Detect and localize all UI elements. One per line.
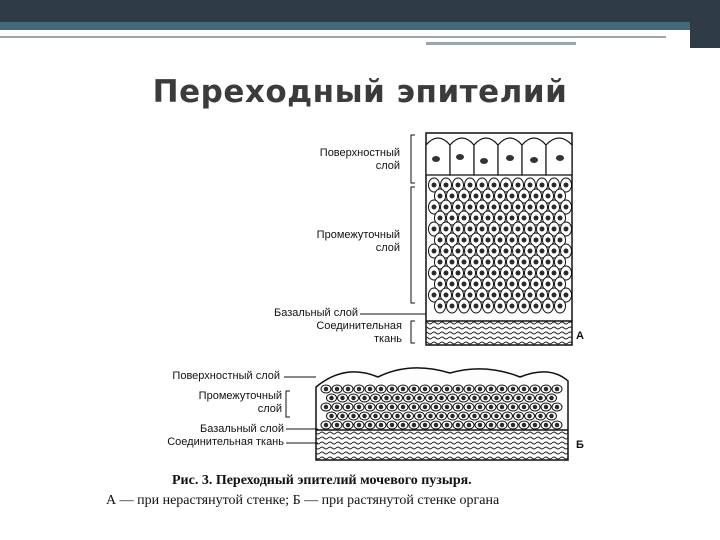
panel-b-nucleus bbox=[324, 423, 329, 428]
panel-a-nucleus bbox=[498, 194, 503, 199]
panel-b-nucleus bbox=[329, 414, 334, 419]
panel-a-nucleus bbox=[438, 304, 443, 309]
slide-title: Переходный эпителий bbox=[152, 74, 568, 110]
panel-b-nucleus bbox=[456, 405, 461, 410]
panel-a-nucleus bbox=[456, 183, 461, 188]
panel-a-nucleus bbox=[444, 205, 449, 210]
panel-a-nucleus bbox=[564, 293, 569, 298]
panel-a-nucleus bbox=[540, 227, 545, 232]
panel-b-nucleus bbox=[505, 414, 510, 419]
panel-a-nucleus bbox=[486, 216, 491, 221]
label-a-surface-2: слой bbox=[375, 160, 400, 172]
figure bbox=[106, 125, 600, 520]
panel-a-nucleus bbox=[456, 227, 461, 232]
panel-a-nucleus bbox=[438, 260, 443, 265]
panel-a-letter: А bbox=[576, 330, 584, 342]
panel-a-nucleus bbox=[492, 205, 497, 210]
label-a-surface-1: Поверхностный bbox=[319, 147, 400, 159]
panel-a-nucleus bbox=[468, 227, 473, 232]
header-accent bbox=[0, 22, 700, 30]
panel-a-nucleus bbox=[456, 205, 461, 210]
panel-b-nucleus bbox=[368, 405, 373, 410]
panel-a-nucleus bbox=[432, 205, 437, 210]
panel-b-nucleus bbox=[489, 387, 494, 392]
panel-b-nucleus bbox=[395, 396, 400, 401]
label-b-connective: Соединительная ткань bbox=[167, 436, 284, 448]
panel-b-nucleus bbox=[390, 405, 395, 410]
panel-b-nucleus bbox=[324, 405, 329, 410]
panel-a-nucleus bbox=[480, 271, 485, 276]
panel-b-nucleus bbox=[335, 423, 340, 428]
panel-a-nucleus bbox=[528, 249, 533, 254]
panel-a-nucleus bbox=[498, 216, 503, 221]
panel-b-nucleus bbox=[555, 423, 560, 428]
panel-a-tissue bbox=[426, 133, 572, 345]
panel-b-nucleus bbox=[428, 414, 433, 419]
panel-b-nucleus bbox=[538, 414, 543, 419]
panel-a-nucleus bbox=[450, 194, 455, 199]
panel-b-nucleus bbox=[511, 405, 516, 410]
panel-a-nucleus bbox=[480, 205, 485, 210]
panel-b-nucleus bbox=[544, 387, 549, 392]
panel-a-nucleus bbox=[504, 271, 509, 276]
panel-b-nucleus bbox=[368, 387, 373, 392]
panel-b-nucleus bbox=[555, 387, 560, 392]
panel-a-nucleus bbox=[528, 271, 533, 276]
panel-a-surface-cells bbox=[426, 138, 572, 175]
panel-a-nucleus bbox=[432, 249, 437, 254]
panel-b-nucleus bbox=[445, 423, 450, 428]
panel-b-nucleus bbox=[538, 396, 543, 401]
panel-a-nucleus bbox=[522, 238, 527, 243]
panel-a-nucleus bbox=[534, 260, 539, 265]
panel-b-nucleus bbox=[445, 387, 450, 392]
panel-b-tissue bbox=[316, 368, 568, 460]
panel-b-nucleus bbox=[522, 405, 527, 410]
panel-a-nucleus bbox=[516, 293, 521, 298]
panel-a-nucleus bbox=[558, 260, 563, 265]
panel-b-nucleus bbox=[450, 396, 455, 401]
panel-b-nucleus bbox=[324, 387, 329, 392]
panel-a-nucleus bbox=[492, 183, 497, 188]
panel-b-nucleus bbox=[379, 423, 384, 428]
panel-a-nucleus bbox=[450, 260, 455, 265]
panel-a-nucleus bbox=[546, 194, 551, 199]
panel-b-nucleus bbox=[423, 387, 428, 392]
panel-a-nucleus bbox=[534, 238, 539, 243]
panel-b-nucleus bbox=[434, 405, 439, 410]
panel-a-nucleus bbox=[450, 216, 455, 221]
label-a-connective-2: ткань bbox=[373, 333, 402, 345]
panel-b-nucleus bbox=[412, 405, 417, 410]
panel-a-nucleus bbox=[462, 282, 467, 287]
panel-b-nucleus bbox=[549, 396, 554, 401]
panel-a-nucleus bbox=[552, 227, 557, 232]
panel-a-nucleus bbox=[432, 227, 437, 232]
panel-b-nucleus bbox=[544, 405, 549, 410]
panel-a-nucleus bbox=[564, 249, 569, 254]
panel-a-nucleus bbox=[486, 260, 491, 265]
label-b-basal: Базальный слой bbox=[199, 423, 284, 435]
panel-b-nucleus bbox=[346, 423, 351, 428]
panel-b-nucleus bbox=[379, 387, 384, 392]
panel-a-nucleus bbox=[510, 282, 515, 287]
panel-a-nucleus bbox=[486, 304, 491, 309]
panel-b-nucleus bbox=[412, 387, 417, 392]
panel-b-nucleus bbox=[395, 414, 400, 419]
panel-a-nucleus bbox=[546, 238, 551, 243]
panel-a-nucleus bbox=[462, 304, 467, 309]
panel-b-nucleus bbox=[362, 396, 367, 401]
panel-a-nucleus bbox=[492, 271, 497, 276]
caption-body: А — при нерастянутой стенке; Б — при растянутой стенке органа bbox=[106, 493, 500, 508]
panel-a-nucleus bbox=[552, 249, 557, 254]
panel-b-nucleus bbox=[472, 396, 477, 401]
label-a-intermediate-2: слой bbox=[375, 242, 400, 254]
panel-b-nucleus bbox=[549, 414, 554, 419]
panel-a-nucleus bbox=[444, 227, 449, 232]
panel-a-nucleus bbox=[492, 293, 497, 298]
panel-a-nucleus bbox=[504, 293, 509, 298]
panel-a-nucleus bbox=[516, 227, 521, 232]
panel-b-nucleus bbox=[533, 423, 538, 428]
panel-a-nucleus bbox=[432, 271, 437, 276]
panel-b-nucleus bbox=[373, 396, 378, 401]
panel-a-nucleus bbox=[510, 304, 515, 309]
panel-b-nucleus bbox=[340, 414, 345, 419]
panel-b-pointers bbox=[284, 377, 318, 443]
panel-a-nucleus bbox=[564, 205, 569, 210]
panel-b-nucleus bbox=[483, 414, 488, 419]
panel-b-nucleus bbox=[544, 423, 549, 428]
panel-b-nucleus bbox=[434, 423, 439, 428]
panel-b-nucleus bbox=[456, 423, 461, 428]
panel-a-nucleus bbox=[522, 282, 527, 287]
panel-a-nucleus bbox=[498, 260, 503, 265]
panel-a-nucleus bbox=[480, 249, 485, 254]
panel-a-nucleus bbox=[558, 238, 563, 243]
panel-a-nucleus bbox=[534, 304, 539, 309]
panel-b-nucleus bbox=[340, 396, 345, 401]
panel-a-brackets bbox=[360, 135, 430, 343]
panel-a-nucleus bbox=[444, 183, 449, 188]
panel-b-nucleus bbox=[346, 405, 351, 410]
panel-b-nucleus bbox=[412, 423, 417, 428]
panel-a-nucleus bbox=[468, 205, 473, 210]
panel-a-nucleus bbox=[468, 183, 473, 188]
panel-a-nucleus bbox=[540, 249, 545, 254]
panel-b-nucleus bbox=[456, 387, 461, 392]
panel-a-nucleus bbox=[438, 216, 443, 221]
panel-a-nucleus bbox=[546, 216, 551, 221]
panel-a-nucleus bbox=[528, 293, 533, 298]
panel-a-nucleus bbox=[474, 194, 479, 199]
panel-b-nucleus bbox=[500, 405, 505, 410]
panel-a-nucleus bbox=[546, 282, 551, 287]
panel-b-nucleus bbox=[505, 396, 510, 401]
panel-a-nucleus bbox=[522, 216, 527, 221]
panel-a-nucleus bbox=[558, 282, 563, 287]
panel-b-nucleus bbox=[489, 405, 494, 410]
panel-b-nucleus bbox=[494, 396, 499, 401]
panel-b-nucleus bbox=[390, 387, 395, 392]
panel-b-nucleus bbox=[417, 414, 422, 419]
panel-b-nucleus bbox=[406, 396, 411, 401]
panel-a-nucleus bbox=[522, 260, 527, 265]
panel-a-nucleus bbox=[450, 238, 455, 243]
panel-b-nucleus bbox=[516, 396, 521, 401]
header-rule bbox=[0, 36, 666, 38]
panel-b-nucleus bbox=[445, 405, 450, 410]
panel-a-nucleus bbox=[480, 227, 485, 232]
panel-a-nucleus bbox=[432, 293, 437, 298]
panel-a-nucleus bbox=[516, 249, 521, 254]
panel-b-nucleus bbox=[346, 387, 351, 392]
panel-a-nucleus bbox=[444, 271, 449, 276]
panel-b-nucleus bbox=[489, 423, 494, 428]
panel-a-nucleus bbox=[444, 293, 449, 298]
panel-a-nucleus bbox=[552, 205, 557, 210]
panel-a-nucleus bbox=[552, 293, 557, 298]
panel-a-nucleus bbox=[438, 194, 443, 199]
panel-b-nucleus bbox=[500, 387, 505, 392]
panel-a-nucleus bbox=[438, 282, 443, 287]
panel-b-nucleus bbox=[500, 423, 505, 428]
panel-a-nucleus bbox=[558, 304, 563, 309]
panel-a-nucleus bbox=[522, 304, 527, 309]
panel-b-nucleus bbox=[483, 396, 488, 401]
panel-a-nucleus bbox=[498, 282, 503, 287]
panel-b-nucleus bbox=[423, 405, 428, 410]
panel-b-nucleus bbox=[516, 414, 521, 419]
panel-b-nucleus bbox=[450, 414, 455, 419]
panel-b-nucleus bbox=[533, 387, 538, 392]
panel-a-nucleus bbox=[558, 216, 563, 221]
panel-a-nucleus bbox=[516, 205, 521, 210]
panel-a-nucleus bbox=[480, 183, 485, 188]
panel-a-nucleus bbox=[534, 194, 539, 199]
panel-b-nucleus bbox=[362, 414, 367, 419]
panel-a-nucleus bbox=[510, 238, 515, 243]
panel-a-nucleus bbox=[522, 194, 527, 199]
panel-a-nucleus bbox=[492, 249, 497, 254]
panel-b-nucleus bbox=[522, 423, 527, 428]
panel-a-nucleus bbox=[456, 249, 461, 254]
panel-a-connective bbox=[426, 321, 572, 345]
panel-a-nucleus bbox=[486, 238, 491, 243]
panel-a-nucleus bbox=[528, 227, 533, 232]
panel-a-nucleus bbox=[516, 183, 521, 188]
header-corner bbox=[690, 0, 720, 48]
panel-a-nucleus bbox=[474, 282, 479, 287]
label-a-connective-1: Соединительная bbox=[316, 320, 402, 332]
panel-a-nucleus bbox=[450, 282, 455, 287]
panel-b-nucleus bbox=[467, 405, 472, 410]
header-rule-short bbox=[426, 42, 576, 45]
panel-a-nucleus bbox=[564, 227, 569, 232]
panel-b-nucleus bbox=[417, 396, 422, 401]
panel-a-nucleus bbox=[468, 271, 473, 276]
panel-b-nucleus bbox=[406, 414, 411, 419]
panel-b-nucleus bbox=[478, 405, 483, 410]
panel-b-nucleus bbox=[384, 396, 389, 401]
panel-a-nucleus bbox=[474, 238, 479, 243]
panel-b-nucleus bbox=[555, 405, 560, 410]
panel-a-nucleus bbox=[534, 216, 539, 221]
panel-a-nucleus bbox=[510, 260, 515, 265]
panel-a-nucleus bbox=[546, 260, 551, 265]
caption-title: Рис. 3. Переходный эпителий мочевого пузыря. bbox=[172, 473, 472, 488]
panel-a-nucleus bbox=[474, 216, 479, 221]
panel-b-nucleus bbox=[478, 387, 483, 392]
panel-b-nucleus bbox=[472, 414, 477, 419]
panel-b-nucleus bbox=[511, 387, 516, 392]
label-b-intermediate-1: Промежуточный bbox=[198, 390, 282, 402]
panel-a-nucleus bbox=[558, 194, 563, 199]
panel-b-nucleus bbox=[401, 405, 406, 410]
panel-a-nucleus bbox=[438, 238, 443, 243]
panel-a-nucleus bbox=[462, 260, 467, 265]
panel-b-nucleus bbox=[373, 414, 378, 419]
panel-a-nucleus bbox=[456, 271, 461, 276]
panel-b-nucleus bbox=[329, 396, 334, 401]
panel-a-nucleus bbox=[516, 271, 521, 276]
panel-b-nucleus bbox=[494, 414, 499, 419]
panel-b-nucleus bbox=[527, 396, 532, 401]
panel-b-nucleus bbox=[478, 423, 483, 428]
panel-b-nucleus bbox=[423, 423, 428, 428]
label-b-surface: Поверхностный слой bbox=[172, 370, 280, 382]
panel-a-nucleus bbox=[432, 183, 437, 188]
panel-b-nucleus bbox=[428, 396, 433, 401]
panel-b-nucleus bbox=[467, 423, 472, 428]
panel-a-nucleus bbox=[510, 216, 515, 221]
panel-b-nucleus bbox=[357, 387, 362, 392]
panel-a-nucleus bbox=[450, 304, 455, 309]
panel-a-nucleus bbox=[504, 183, 509, 188]
panel-a-nucleus bbox=[528, 205, 533, 210]
panel-b-nucleus bbox=[434, 387, 439, 392]
panel-a-nucleus bbox=[540, 183, 545, 188]
panel-a-nucleus bbox=[504, 227, 509, 232]
panel-a-nucleus bbox=[528, 183, 533, 188]
panel-a-nucleus bbox=[462, 238, 467, 243]
panel-b-nucleus bbox=[368, 423, 373, 428]
panel-b-nucleus bbox=[390, 423, 395, 428]
panel-a-nucleus bbox=[444, 249, 449, 254]
panel-b-nucleus bbox=[467, 387, 472, 392]
panel-b-nucleus bbox=[335, 387, 340, 392]
panel-a-nucleus bbox=[504, 249, 509, 254]
panel-a-nucleus bbox=[462, 216, 467, 221]
panel-a-nucleus bbox=[474, 260, 479, 265]
panel-b-nucleus bbox=[357, 405, 362, 410]
panel-b-letter: Б bbox=[576, 439, 584, 451]
label-a-intermediate-1: Промежуточный bbox=[316, 229, 400, 241]
panel-a-nucleus bbox=[468, 293, 473, 298]
label-b-intermediate-2: слой bbox=[257, 403, 282, 415]
panel-a-nucleus bbox=[552, 183, 557, 188]
panel-a-nucleus bbox=[468, 249, 473, 254]
panel-a-nucleus bbox=[486, 282, 491, 287]
panel-b-nucleus bbox=[533, 405, 538, 410]
panel-a-nucleus bbox=[480, 293, 485, 298]
panel-b-nucleus bbox=[439, 396, 444, 401]
panel-b-nucleus bbox=[439, 414, 444, 419]
panel-a-nucleus bbox=[552, 271, 557, 276]
panel-a-nucleus bbox=[564, 183, 569, 188]
panel-a-nucleus bbox=[498, 304, 503, 309]
panel-a-nucleus bbox=[540, 271, 545, 276]
panel-b-nucleus bbox=[511, 423, 516, 428]
panel-a-nucleus bbox=[498, 238, 503, 243]
panel-a-nucleus bbox=[462, 194, 467, 199]
panel-a-nucleus bbox=[546, 304, 551, 309]
panel-a-nucleus bbox=[456, 293, 461, 298]
panel-b-nucleus bbox=[401, 387, 406, 392]
panel-b-connective bbox=[316, 430, 568, 460]
panel-a-nucleus bbox=[510, 194, 515, 199]
panel-a-nucleus bbox=[504, 205, 509, 210]
panel-a-nucleus bbox=[540, 205, 545, 210]
panel-a-nucleus bbox=[540, 293, 545, 298]
panel-a-nucleus bbox=[564, 271, 569, 276]
panel-b-nucleus bbox=[379, 405, 384, 410]
panel-b-nucleus bbox=[351, 414, 356, 419]
panel-a-nucleus bbox=[474, 304, 479, 309]
panel-b-nucleus bbox=[527, 414, 532, 419]
panel-a-nucleus bbox=[486, 194, 491, 199]
panel-b-nucleus bbox=[335, 405, 340, 410]
histology-drawing bbox=[120, 125, 600, 520]
panel-a-nucleus bbox=[534, 282, 539, 287]
panel-a-nucleus bbox=[492, 227, 497, 232]
label-a-basal: Базальный слой bbox=[273, 307, 358, 319]
panel-b-nucleus bbox=[384, 414, 389, 419]
panel-b-nucleus bbox=[357, 423, 362, 428]
panel-b-nucleus bbox=[522, 387, 527, 392]
panel-b-nucleus bbox=[401, 423, 406, 428]
panel-b-nucleus bbox=[351, 396, 356, 401]
panel-b-nucleus bbox=[461, 396, 466, 401]
panel-b-nucleus bbox=[461, 414, 466, 419]
